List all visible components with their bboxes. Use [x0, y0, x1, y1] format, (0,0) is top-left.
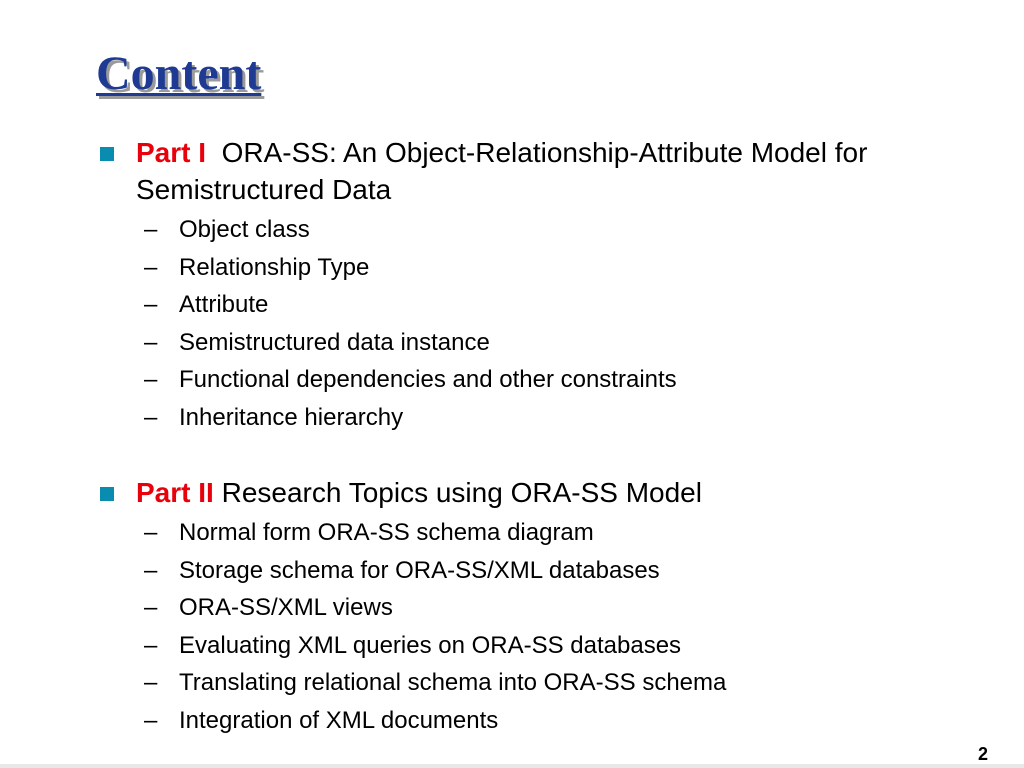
list-item	[144, 589, 920, 627]
list-item-text: ORA-SS/XML views	[179, 594, 393, 622]
list-item	[144, 361, 920, 399]
page-number: 2	[977, 744, 988, 764]
dash-bullet-icon: –	[144, 631, 158, 659]
dash-bullet-icon: –	[144, 594, 158, 622]
dash-bullet-icon: –	[144, 216, 158, 243]
part-heading	[100, 474, 920, 511]
list-item	[144, 211, 920, 249]
square-bullet-icon	[100, 487, 114, 501]
list-item	[144, 627, 920, 665]
part-heading-text: Research Topics using ORA-SS Model	[221, 477, 702, 508]
list-item	[144, 552, 920, 590]
list-item	[144, 286, 920, 324]
list-item	[144, 399, 920, 437]
list-item	[144, 514, 920, 552]
list-item-text: Object class	[179, 216, 310, 243]
list-item-text: Inheritance hierarchy	[179, 403, 404, 431]
list-item-text: Storage schema for ORA-SS/XML databases	[179, 556, 660, 584]
part-heading-text: ORA-SS: An Object-Relationship-Attribute Model for Semistructured Data	[136, 137, 868, 205]
list-item	[144, 324, 920, 362]
list-item-text: Normal form ORA-SS schema diagram	[179, 519, 594, 546]
dash-bullet-icon: –	[144, 403, 158, 431]
part-heading	[100, 134, 920, 208]
part-label: Part I	[136, 137, 207, 168]
section-part-1	[100, 134, 920, 437]
dash-bullet-icon: –	[144, 706, 158, 734]
list-item	[144, 702, 920, 740]
dash-bullet-icon: –	[144, 519, 158, 546]
dash-bullet-icon: –	[144, 291, 158, 319]
list-item-text: Integration of XML documents	[179, 706, 499, 734]
footer-divider	[0, 764, 1024, 768]
dash-bullet-icon: –	[144, 366, 158, 394]
list-item-text: Semistructured data instance	[179, 328, 490, 356]
dash-bullet-icon: –	[144, 556, 158, 584]
slide-title: Content	[96, 47, 262, 100]
sub-list	[100, 514, 920, 740]
sub-list	[100, 211, 920, 437]
list-item-text: Functional dependencies and other constraints	[179, 366, 677, 394]
dash-bullet-icon: –	[144, 669, 158, 697]
list-item-text: Attribute	[179, 291, 269, 319]
list-item	[144, 249, 920, 287]
square-bullet-icon	[100, 147, 114, 161]
list-item-text: Translating relational schema into ORA-SS schema	[179, 669, 727, 697]
section-part-2	[100, 474, 920, 740]
dash-bullet-icon: –	[144, 253, 158, 281]
part-label: Part II	[136, 477, 214, 508]
list-item-text: Relationship Type	[179, 253, 370, 281]
dash-bullet-icon: –	[144, 328, 158, 356]
list-item-text: Evaluating XML queries on ORA-SS databases	[179, 631, 682, 659]
list-item	[144, 664, 920, 702]
